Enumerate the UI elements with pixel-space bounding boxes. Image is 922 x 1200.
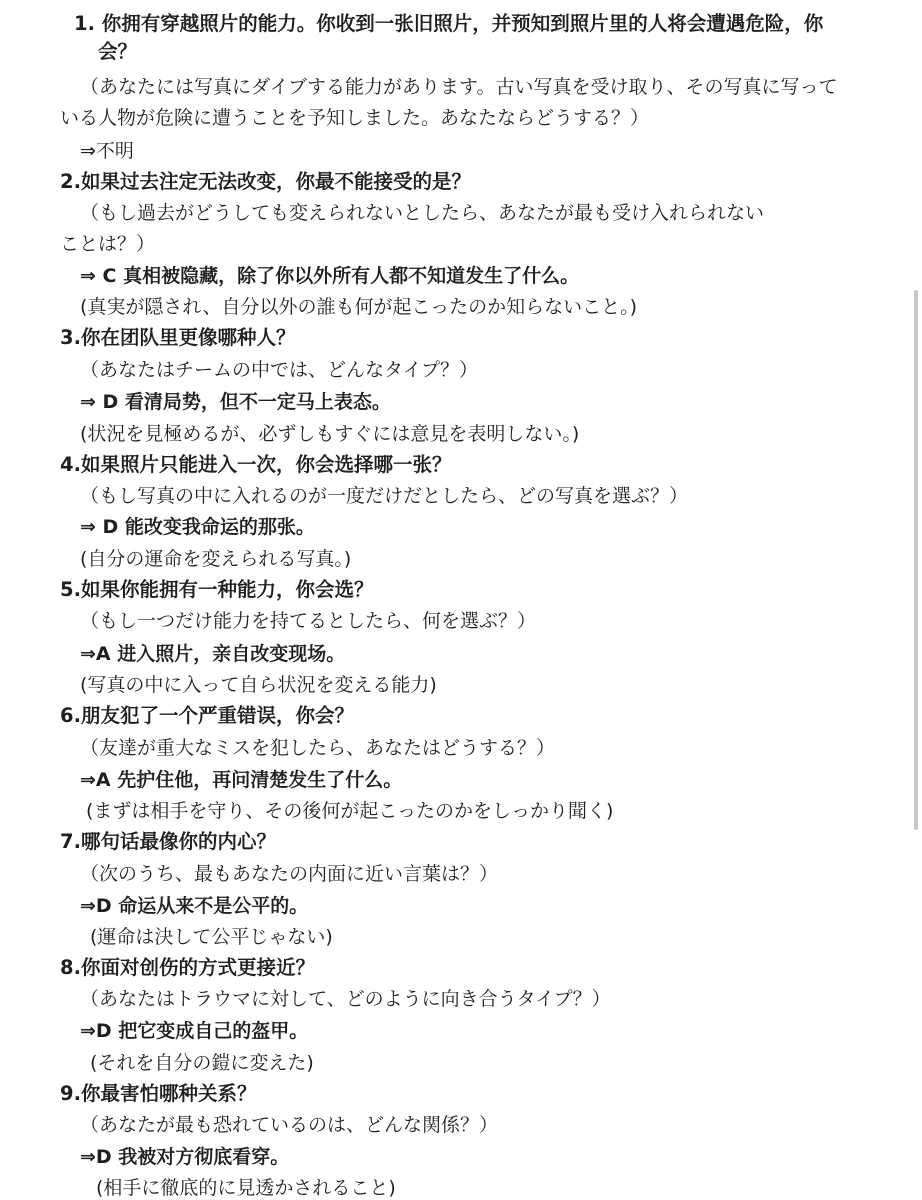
question-2-answer: ⇒ C 真相被隐藏，除了你以外所有人都不知道发生了什么。	[80, 265, 580, 287]
question-4-answer-jp: (自分の運命を変えられる写真。)	[80, 548, 352, 570]
vertical-scrollbar[interactable]	[914, 290, 918, 830]
question-8-answer-jp: (それを自分の鎧に変えた)	[90, 1052, 314, 1074]
question-6-answer-jp: (まずは相手を守り、その後何が起こったのかをしっかり聞く)	[86, 800, 614, 822]
question-5-answer-jp: (写真の中に入って自ら状況を変える能力)	[80, 674, 437, 696]
question-6-answer: ⇒A 先护住他，再问清楚发生了什么。	[80, 769, 403, 791]
question-7-answer: ⇒D 命运从来不是公平的。	[80, 895, 309, 917]
question-6-jp: （友達が重大なミスを犯したら、あなたはどうする？）	[80, 737, 556, 759]
question-3-jp: （あなたはチームの中では、どんなタイプ？）	[80, 359, 479, 381]
question-3: 3.你在团队里更像哪种人？	[60, 326, 296, 349]
question-4-answer: ⇒ D 能改变我命运的那张。	[80, 516, 315, 538]
question-7: 7.哪句话最像你的内心？	[60, 830, 276, 853]
question-7-answer-jp: (運命は決して公平じゃない)	[90, 926, 333, 948]
question-1-answer: ⇒不明	[80, 140, 134, 162]
question-9-answer-jp: (相手に徹底的に見透かされること)	[96, 1177, 396, 1199]
question-2-jp-line-2: ことは？）	[60, 233, 156, 255]
question-9-jp: （あなたが最も恐れているのは、どんな関係？）	[80, 1114, 499, 1136]
question-5-answer: ⇒A 进入照片，亲自改变现场。	[80, 643, 346, 665]
question-2-jp-line-1: （もし過去がどうしても変えられないとしたら、あなたが最も受け入れられない	[80, 202, 765, 224]
question-1-jp-line-1: （あなたには写真にダイブする能力があります。古い写真を受け取り、その写真に写って	[80, 76, 838, 98]
question-6: 6.朋友犯了一个严重错误，你会？	[60, 704, 354, 727]
question-4-jp: （もし写真の中に入れるのが一度だけだとしたら、どの写真を選ぶ？）	[80, 485, 689, 507]
question-2: 2.如果过去注定无法改变，你最不能接受的是？	[60, 170, 471, 193]
question-8: 8.你面对创伤的方式更接近？	[60, 956, 315, 979]
question-7-jp: （次のうち、最もあなたの内面に近い言葉は？）	[80, 863, 499, 885]
question-1-line-1: 1. 你拥有穿越照片的能力。你收到一张旧照片，并预知到照片里的人将会遭遇危险，你	[74, 12, 824, 35]
question-9-answer: ⇒D 我被对方彻底看穿。	[80, 1146, 290, 1168]
question-8-answer: ⇒D 把它变成自己的盔甲。	[80, 1020, 309, 1042]
question-9: 9.你最害怕哪种关系？	[60, 1082, 257, 1105]
question-1-line-2: 会？	[98, 40, 138, 63]
question-1-jp-line-2: いる人物が危険に遭うことを予知しました。あなたならどうする？）	[60, 107, 650, 129]
question-4: 4.如果照片只能进入一次，你会选择哪一张？	[60, 453, 452, 476]
question-5-jp: （もし一つだけ能力を持てるとしたら、何を選ぶ？）	[80, 610, 537, 632]
question-8-jp: （あなたはトラウマに対して、どのように向き合うタイプ？）	[80, 988, 611, 1010]
question-3-answer-jp: (状況を見極めるが、必ずしもすぐには意見を表明しない。)	[80, 423, 580, 445]
question-3-answer: ⇒ D 看清局势，但不一定马上表态。	[80, 391, 391, 413]
question-2-answer-jp: (真実が隠され、自分以外の誰も何が起こったのか知らないこと。)	[80, 296, 638, 318]
question-5: 5.如果你能拥有一种能力，你会选？	[60, 578, 374, 601]
